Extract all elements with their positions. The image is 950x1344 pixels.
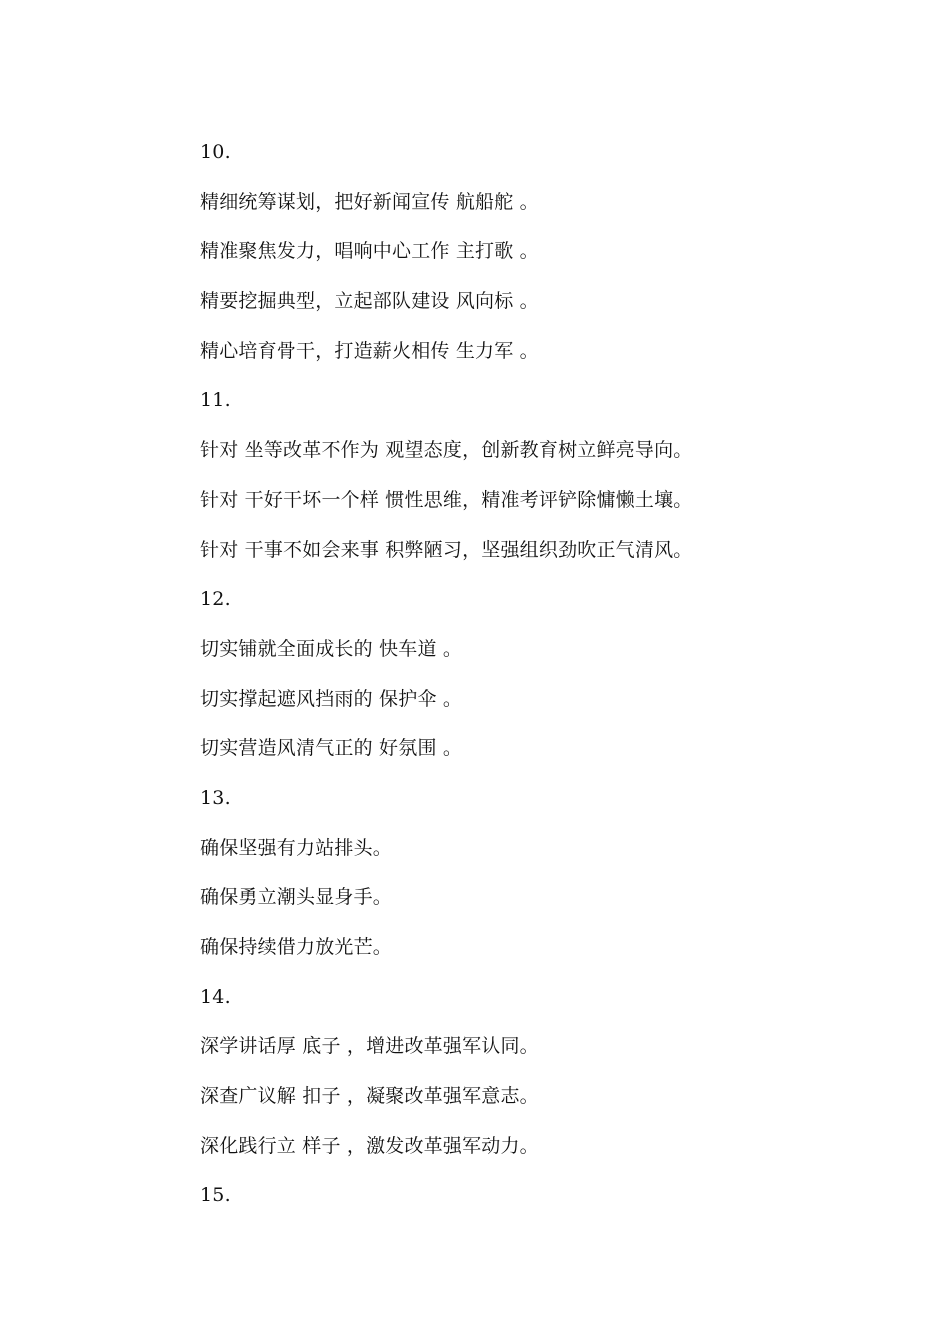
text-line: 针对 坐等改革不作为 观望态度，创新教育树立鲜亮导向。	[200, 439, 693, 462]
section-number-10: 10.	[200, 141, 231, 163]
text-line: 深学讲话厚 底子 ，增进改革强军认同。	[200, 1035, 539, 1058]
text-line: 切实撑起遮风挡雨的 保护伞 。	[200, 687, 463, 710]
section-number-13: 13.	[200, 786, 231, 809]
text-line: 深查广议解 扣子 ，凝聚改革强军意志。	[200, 1085, 539, 1108]
section-number-14: 14.	[200, 985, 231, 1008]
text-line: 深化践行立 样子 ，激发改革强军动力。	[200, 1134, 539, 1157]
text-line: 针对 干好干坏一个样 惯性思维，精准考评铲除慵懒土壤。	[200, 488, 693, 511]
section-number-12: 12.	[200, 588, 231, 611]
text-line: 精细统筹谋划，把好新闻宣传 航船舵 。	[200, 190, 539, 213]
section-number-11: 11.	[200, 389, 231, 412]
text-line: 确保勇立潮头显身手。	[200, 886, 393, 909]
text-line: 精要挖掘典型，立起部队建设 风向标 。	[200, 290, 539, 313]
text-line: 切实铺就全面成长的 快车道 。	[200, 637, 463, 660]
text-line: 针对 干事不如会来事 积弊陋习，坚强组织劲吹正气清风。	[200, 538, 693, 561]
document-body	[200, 134, 840, 1227]
text-line: 确保坚强有力站排头。	[200, 836, 393, 859]
section-number-15: 15.	[200, 1184, 231, 1207]
text-line: 精准聚焦发力，唱响中心工作 主打歌 。	[200, 240, 539, 263]
text-line: 切实营造风清气正的 好氛围 。	[200, 737, 463, 760]
text-line: 精心培育骨干，打造薪火相传 生力军 。	[200, 339, 539, 362]
text-line: 确保持续借力放光芒。	[200, 936, 393, 958]
